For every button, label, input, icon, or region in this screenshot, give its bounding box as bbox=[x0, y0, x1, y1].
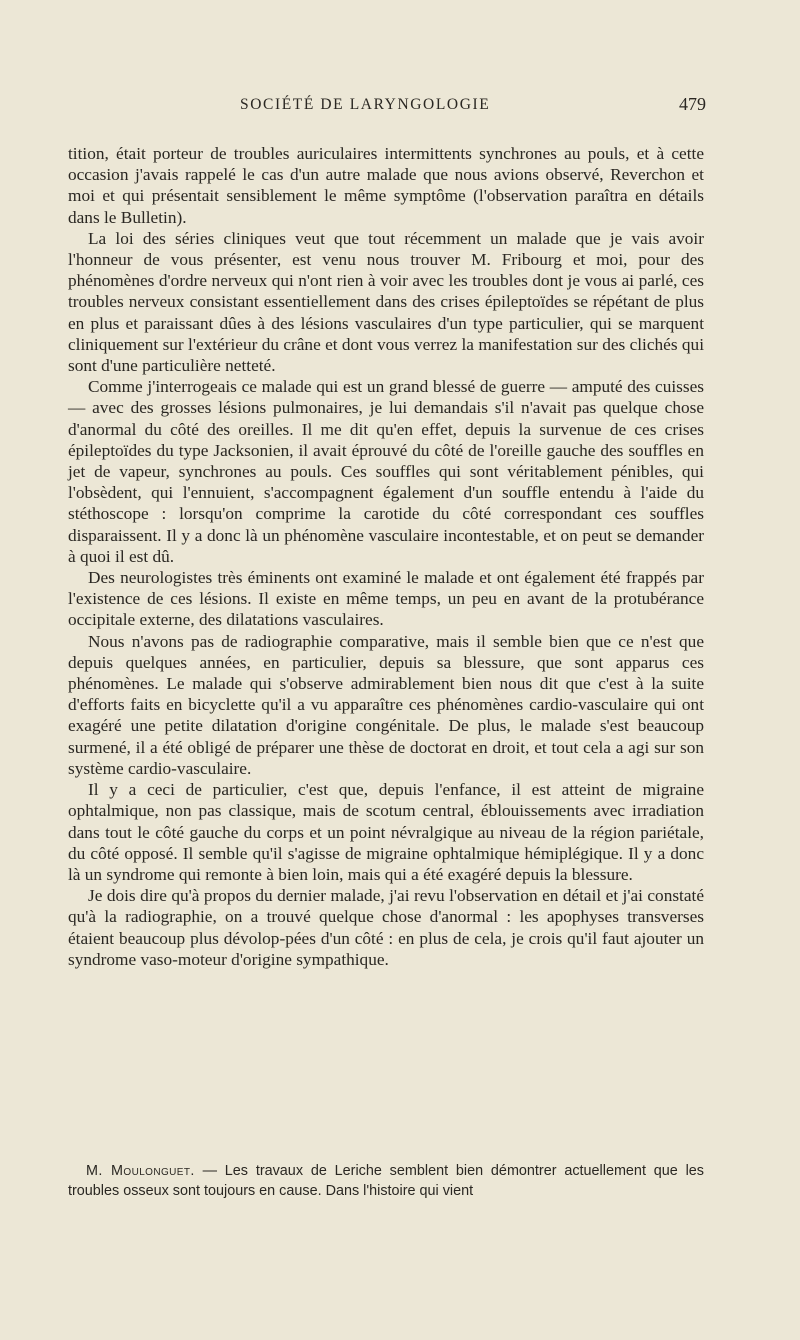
paragraph: tition, était porteur de troubles auriculaires intermittents synchrones au pouls, et à cette occasion j'avais rappelé le cas d'un autre malade que nous avions observé, Reverchon et moi et qui présentait sensiblement le même symptôme (l'observation paraîtra en détails dans le Bulletin). bbox=[68, 144, 704, 227]
paragraph: La loi des séries cliniques veut que tout récemment un malade que je vais avoir l'honneur de vous présenter, est venu nous trouver M. Fribourg et moi, pour des phénomènes d'ordre nerveux qui n'ont rien à voir avec les troubles dont je vous ai parlé, ces troubles nerveux consistant essentiellement dans des crises épileptoïdes se répétant de plus en plus et paraissant dûes à des lésions vasculaires d'un type particulier, qui se marquent cliniquement sur l'extérieur du crâne et dont vous verrez la manifestation sur des clichés qui sont d'une particulière netteté. bbox=[68, 228, 704, 376]
body-text bbox=[68, 143, 704, 970]
paragraph: Des neurologistes très éminents ont examiné le malade et ont également été frappés par l'existence de ces lésions. Il existe en même temps, un peu en avant de la protubérance occipitale externe, des dilatations vasculaires. bbox=[68, 568, 704, 630]
paragraph: Il y a ceci de particulier, c'est que, depuis l'enfance, il est atteint de migraine ophtalmique, non pas classique, mais de scotum central, éblouissements avec irradiation dans tout le côté gauche du corps et un point névralgique au niveau de la région pariétale, du côté opposé. Il semble qu'il s'agisse de migraine ophtalmique hémiplégique. Il y a donc là un syndrome qui remonte à bien loin, mais qui a été exagéré depuis la blessure. bbox=[68, 780, 704, 884]
discussion-paragraph bbox=[68, 1161, 704, 1201]
page-header bbox=[68, 94, 712, 118]
paragraph: Comme j'interrogeais ce malade qui est un grand blessé de guerre — amputé des cuisses — avec des grosses lésions pulmonaires, je lui demandais s'il n'avait pas quelque chose d'anormal du côté des oreilles. Il me dit qu'en effet, depuis la survenue de ces crises épileptoïdes du type Jacksonien, il avait éprouvé du côté de l'oreille gauche des souffles en jet de vapeur, synchrones au pouls. Ces souffles qui sont véritablement pénibles, qui l'obsèdent, qui l'ennuient, s'accompagnent également d'un souffle entendu à l'aide du stéthoscope : lorsqu'on comprime la carotide du côté correspondant ces souffles disparaissent. Il y a donc là un phénomène vasculaire incontestable, et on peut se demander à quoi il est dû. bbox=[68, 377, 704, 566]
page-number: 479 bbox=[679, 94, 706, 114]
paragraph: Nous n'avons pas de radiographie comparative, mais il semble bien que ce n'est que depuis quelques années, en particulier, depuis sa blessure, que sont apparus ces phénomènes. Le malade qui s'observe admirablement bien nous dit que c'est à la suite d'efforts faits en bicyclette qu'il a vu apparaître ces phénomènes cardio-vasculaire qui ont exagéré une petite dilatation d'origine congénitale. De plus, le malade s'est beaucoup surmené, il a été obligé de préparer une thèse de doctorat en droit, et tout cela a agi sur son système cardio-vasculaire. bbox=[68, 631, 704, 778]
speaker-name: M. Moulonguet. bbox=[86, 1163, 195, 1179]
paragraph: Je dois dire qu'à propos du dernier malade, j'ai revu l'observation en détail et j'ai constaté qu'à la radiographie, on a trouvé quelque chose d'anormal : les apophyses transverses étaient beaucoup plus dévolop-pées d'un côté : en plus de cela, je crois qu'il faut ajouter un syndrome vaso-moteur d'origine sympathique. bbox=[68, 886, 704, 969]
running-head: SOCIÉTÉ DE LARYNGOLOGIE bbox=[240, 96, 491, 113]
discussion-text: — Les travaux de Leriche semblent bien démontrer actuellement que les troubles osseux sont toujours en cause. Dans l'histoire qui vient bbox=[68, 1163, 704, 1199]
